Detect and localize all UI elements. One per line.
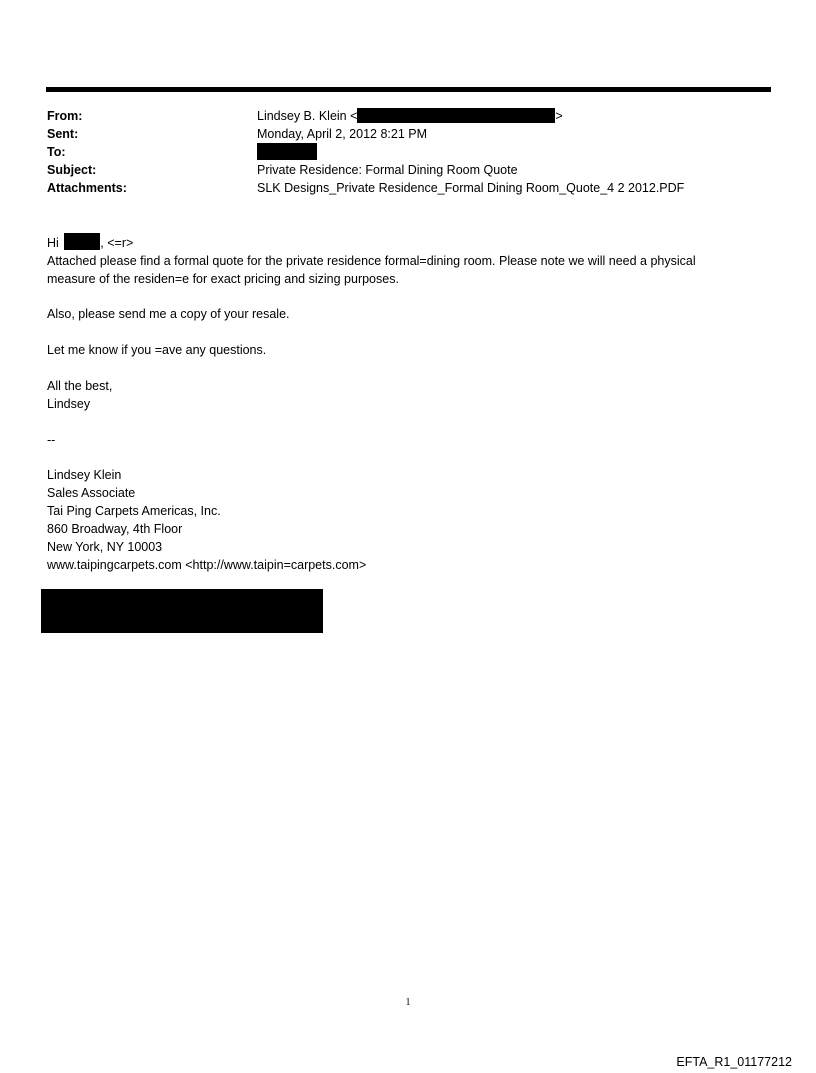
page-number: 1	[405, 997, 411, 1008]
separator	[47, 431, 777, 449]
document-id: EFTA_R1_01177212	[676, 1055, 792, 1069]
signature	[47, 466, 777, 574]
from-name: Lindsey B. Klein <	[257, 109, 358, 123]
email-greeting	[47, 233, 777, 288]
attachments-label: Attachments:	[47, 181, 127, 195]
to-label: To:	[47, 145, 66, 159]
redacted-name	[64, 233, 100, 250]
signature-website-link[interactable]: www.taipingcarpets.com <http://www.taipin=carpets.com>	[47, 558, 367, 572]
subject-value: Private Residence: Formal Dining Room Quote	[257, 163, 518, 177]
closing-line-1: All the best,	[47, 379, 113, 393]
body-resale	[47, 305, 777, 323]
redacted-recipient	[257, 143, 317, 160]
signature-address-1: 860 Broadway, 4th Floor	[47, 522, 183, 536]
signature-address-2: New York, NY 10003	[47, 540, 163, 554]
from-close: >	[555, 109, 563, 123]
signature-company: Tai Ping Carpets Americas, Inc.	[47, 504, 221, 518]
attachments-row	[47, 179, 777, 197]
from-value	[257, 107, 777, 125]
body-line-2: measure of the residen=e for exact pricing and sizing purposes.	[47, 272, 399, 286]
from-label: From:	[47, 109, 83, 123]
to-value	[257, 143, 777, 161]
sent-row	[47, 125, 777, 143]
from-row	[47, 107, 777, 125]
greeting-rest: , <=r>	[100, 236, 134, 250]
body-line-1: Attached please find a formal quote for the private residence formal=dining room. Please note we will need a physical	[47, 254, 696, 268]
subject-row	[47, 161, 777, 179]
sent-value: Monday, April 2, 2012 8:21 PM	[257, 127, 428, 141]
greeting-hi: Hi	[47, 236, 59, 250]
redacted-email	[357, 108, 555, 123]
signature-title: Sales Associate	[47, 486, 136, 500]
body-line-4: Let me know if you =ave any questions.	[47, 343, 267, 357]
signature-separator: --	[47, 433, 56, 447]
greeting-line	[47, 233, 777, 252]
closing	[47, 377, 777, 413]
redacted-block	[41, 589, 323, 633]
header-rule	[46, 87, 771, 92]
to-row	[47, 143, 777, 161]
signature-name: Lindsey Klein	[47, 468, 122, 482]
email-header	[47, 107, 777, 197]
body-line-3: Also, please send me a copy of your resale.	[47, 307, 290, 321]
subject-label: Subject:	[47, 163, 97, 177]
body-questions	[47, 341, 777, 359]
sent-label: Sent:	[47, 127, 79, 141]
attachment-link[interactable]: SLK Designs_Private Residence_Formal Dining Room_Quote_4 2 2012.PDF	[257, 181, 685, 195]
closing-line-2: Lindsey	[47, 397, 91, 411]
